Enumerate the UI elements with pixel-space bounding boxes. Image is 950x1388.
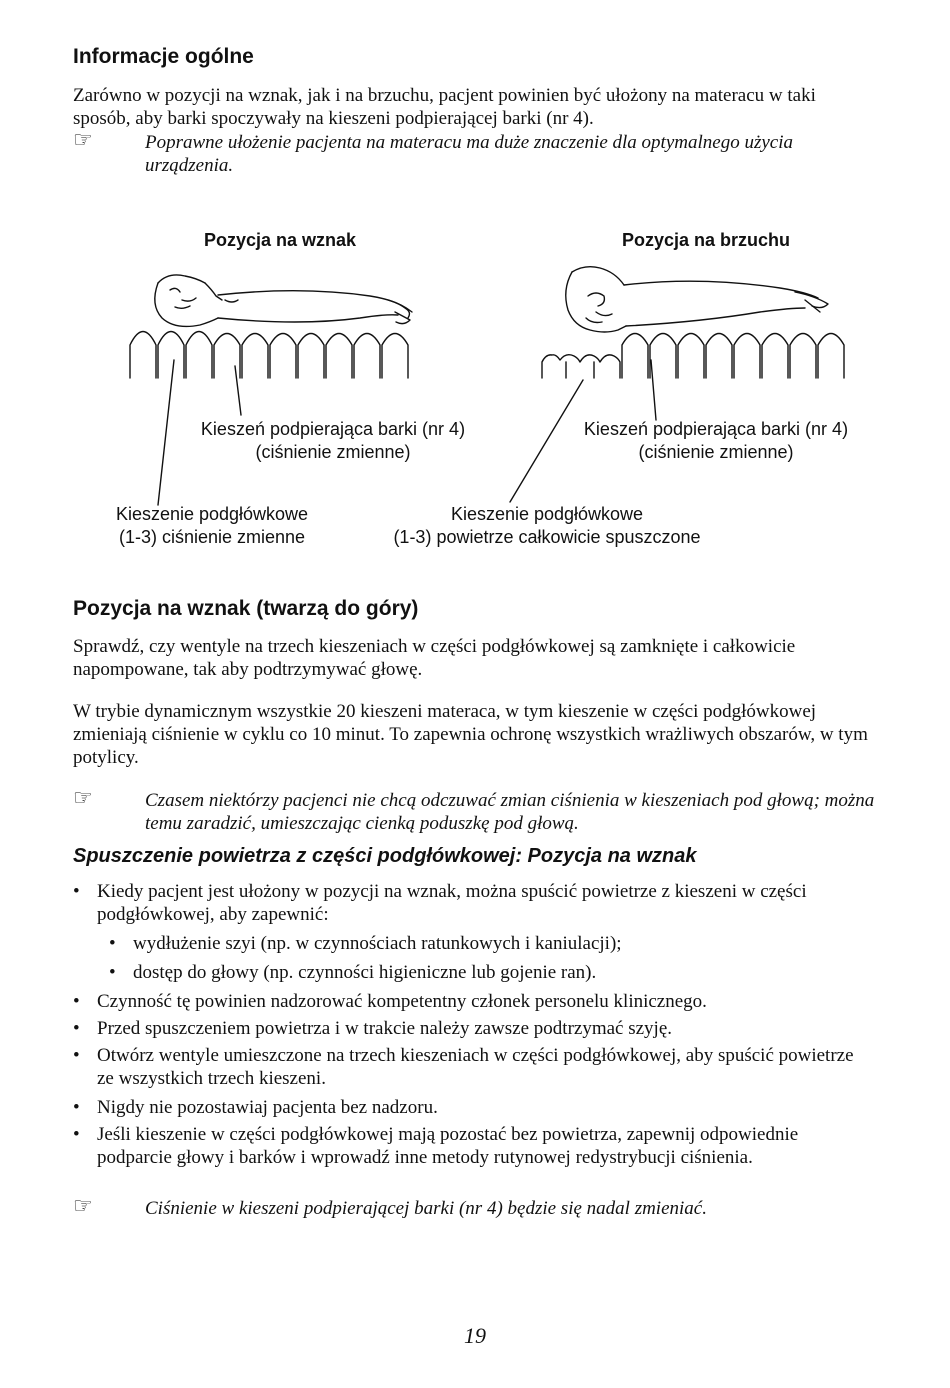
prone-shoulder-leader — [651, 360, 656, 420]
label-supine-head-line2: (1-3) ciśnienie zmienne — [118, 527, 306, 547]
figure-title-prone: Pozycja na brzuchu — [621, 230, 791, 250]
supine-mattress-cells — [130, 332, 408, 379]
supine-paragraph-2: W trybie dynamicznym wszystkie 20 kieszeni materaca, w tym kieszenie w części podgłówkowej zmieniają ciśnienie w cyklu co 10 minut. To zapewnia ochronę wszystkich wrażliwych obszarów, w tym potylicy. — [73, 701, 868, 768]
bullet-icon: • — [109, 962, 116, 983]
supine-paragraph-1: Sprawdź, czy wentyle na trzech kieszeniach w części podgłówkowej są zamknięte i całkowicie napompowane, tak aby podtrzymywać głowę. — [73, 636, 796, 680]
supine-patient-outline — [155, 275, 412, 327]
general-note-text: Poprawne ułożenie pacjenta na materacu ma duże znaczenie dla optymalnego użycia urządzenia. — [145, 132, 793, 176]
bullet-icon: • — [73, 991, 80, 1012]
label-prone-shoulder-line1: Kieszeń podpierająca barki (nr 4) — [583, 419, 849, 439]
bullet-icon: • — [73, 881, 80, 902]
page-number: 19 — [464, 1323, 486, 1348]
supine-note-text: Czasem niektórzy pacjenci nie chcą odczuwać zmian ciśnienia w kieszeniach pod głową; można temu zaradzić, umieszczając cienką poduszkę pod głową. — [145, 790, 875, 834]
list-item-text: Jeśli kieszenie w części podgłówkowej mają pozostać bez powietrza, zapewnij odpowiednie podparcie głowy i barków i wprowadź inne metody rutynowej redystrybucji ciśnienia. — [97, 1124, 799, 1168]
label-prone-head-line1: Kieszenie podgłówkowe — [450, 504, 644, 524]
bullet-icon: • — [73, 1018, 80, 1039]
bullet-icon: • — [73, 1097, 80, 1118]
bullet-icon: • — [109, 933, 116, 954]
label-prone-shoulder-line2: (ciśnienie zmienne) — [638, 442, 794, 462]
list-item-text: Kiedy pacjent jest ułożony w pozycji na wznak, można spuścić powietrze z kieszeni w części podgłówkowej, aby zapewnić: — [97, 881, 807, 925]
general-paragraph: Zarówno w pozycji na wznak, jak i na brzuchu, pacjent powinien być ułożony na materacu w taki sposób, aby barki spoczywały na kieszeni podpierającej barki (nr 4). — [73, 85, 816, 129]
label-supine-shoulder-line2: (ciśnienie zmienne) — [255, 442, 411, 462]
label-supine-shoulder-line1: Kieszeń podpierająca barki (nr 4) — [200, 419, 466, 439]
label-supine-shoulder-pocket — [178, 418, 488, 464]
supine-head-leader — [158, 360, 174, 505]
list-item-text: wydłużenie szyi (np. w czynnościach ratunkowych i kaniulacji); — [133, 933, 622, 954]
deflate-note-text: Ciśnienie w kieszeni podpierającej barki (nr 4) będzie się nadal zmieniać. — [145, 1198, 707, 1219]
label-prone-head-line2: (1-3) powietrze całkowicie spuszczone — [393, 527, 701, 547]
pointing-hand-icon: ☞ — [73, 786, 93, 811]
section-title-general: Informacje ogólne — [73, 45, 254, 68]
pointing-hand-icon: ☞ — [73, 1194, 93, 1219]
pointing-hand-icon: ☞ — [73, 128, 93, 153]
label-supine-head-line1: Kieszenie podgłówkowe — [115, 504, 309, 524]
prone-mattress-cells — [542, 334, 844, 379]
list-item-text: Przed spuszczeniem powietrza i w trakcie należy zawsze podtrzymać szyję. — [97, 1018, 673, 1039]
section-title-supine: Pozycja na wznak (twarzą do góry) — [73, 597, 419, 620]
label-prone-head-pockets — [362, 503, 732, 549]
label-supine-head-pockets — [92, 503, 332, 549]
list-item-text: dostęp do głowy (np. czynności higieniczne lub gojenie ran). — [133, 962, 597, 983]
label-prone-shoulder-pocket — [560, 418, 872, 464]
list-item-text: Czynność tę powinien nadzorować kompetentny członek personelu klinicznego. — [97, 991, 707, 1012]
section-title-deflate: Spuszczenie powietrza z części podgłówkowej: Pozycja na wznak — [73, 845, 697, 867]
list-item-text: Otwórz wentyle umieszczone na trzech kieszeniach w części podgłówkowej, aby spuścić powietrze ze wszystkich trzech kieszeni. — [97, 1045, 854, 1089]
prone-patient-outline — [566, 267, 828, 332]
bullet-icon: • — [73, 1045, 80, 1066]
mattress-illustration — [0, 0, 950, 560]
figure-title-supine: Pozycja na wznak — [203, 230, 357, 250]
bullet-icon: • — [73, 1124, 80, 1145]
list-item-text: Nigdy nie pozostawiaj pacjenta bez nadzoru. — [97, 1097, 438, 1118]
